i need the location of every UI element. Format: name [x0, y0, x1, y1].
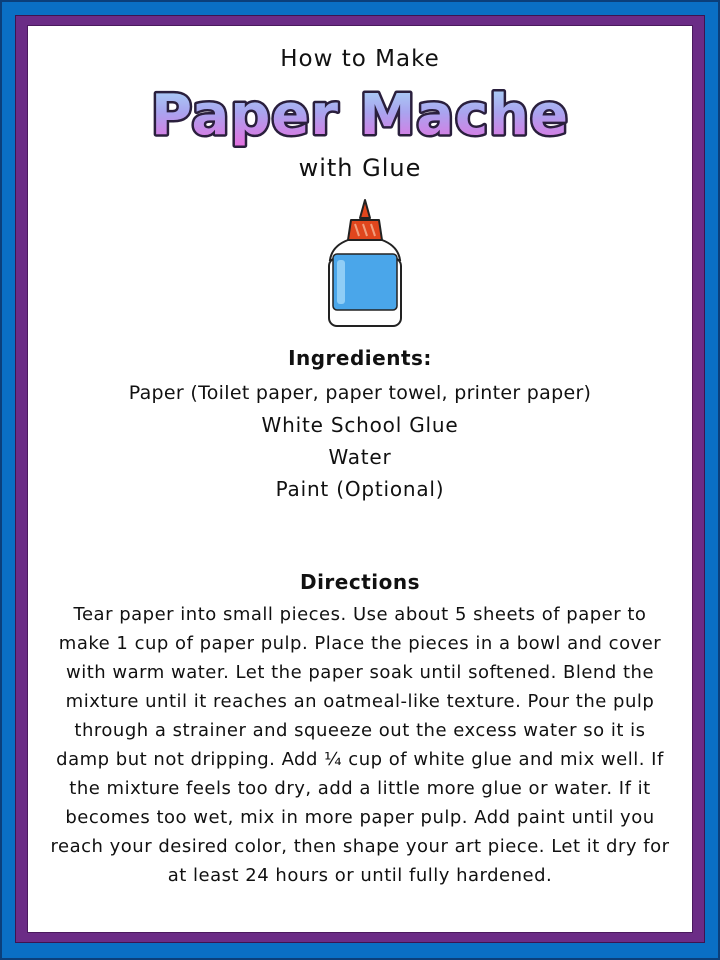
pre-title: How to Make — [280, 46, 440, 72]
title-text: Paper Mache — [150, 83, 570, 148]
page-title — [0, 80, 720, 152]
sub-title: with Glue — [298, 154, 422, 182]
list-item: Paper (Toilet paper, paper towel, printer paper) — [128, 382, 592, 404]
list-item: White School Glue — [261, 413, 459, 437]
list-item: Paint (Optional) — [275, 477, 445, 501]
ingredients-heading: Ingredients: — [288, 346, 432, 370]
directions-heading: Directions — [299, 570, 421, 594]
ingredient-list — [0, 377, 720, 505]
list-item: Water — [328, 445, 392, 469]
directions-text: Tear paper into small pieces. Use about 5 sheets of paper to make 1 cup of paper pulp. Place the pieces in a bowl and cover with warm water. Let the paper soak until softened. Blend the mixture until it reaches an oatmeal-like texture. Pour the pulp through a strainer and squeeze out the excess water so it is damp but not dripping. Add ¼ cup of white glue and mix well. If the mixture feels too dry, add a little more glue or water. If it becomes too wet, mix in more paper pulp. Add paint until you reach your desired color, then shape your art piece. Let it dry for at least 24 hours or until fully hardened. — [50, 604, 670, 886]
glue-bottle-icon — [324, 196, 406, 332]
